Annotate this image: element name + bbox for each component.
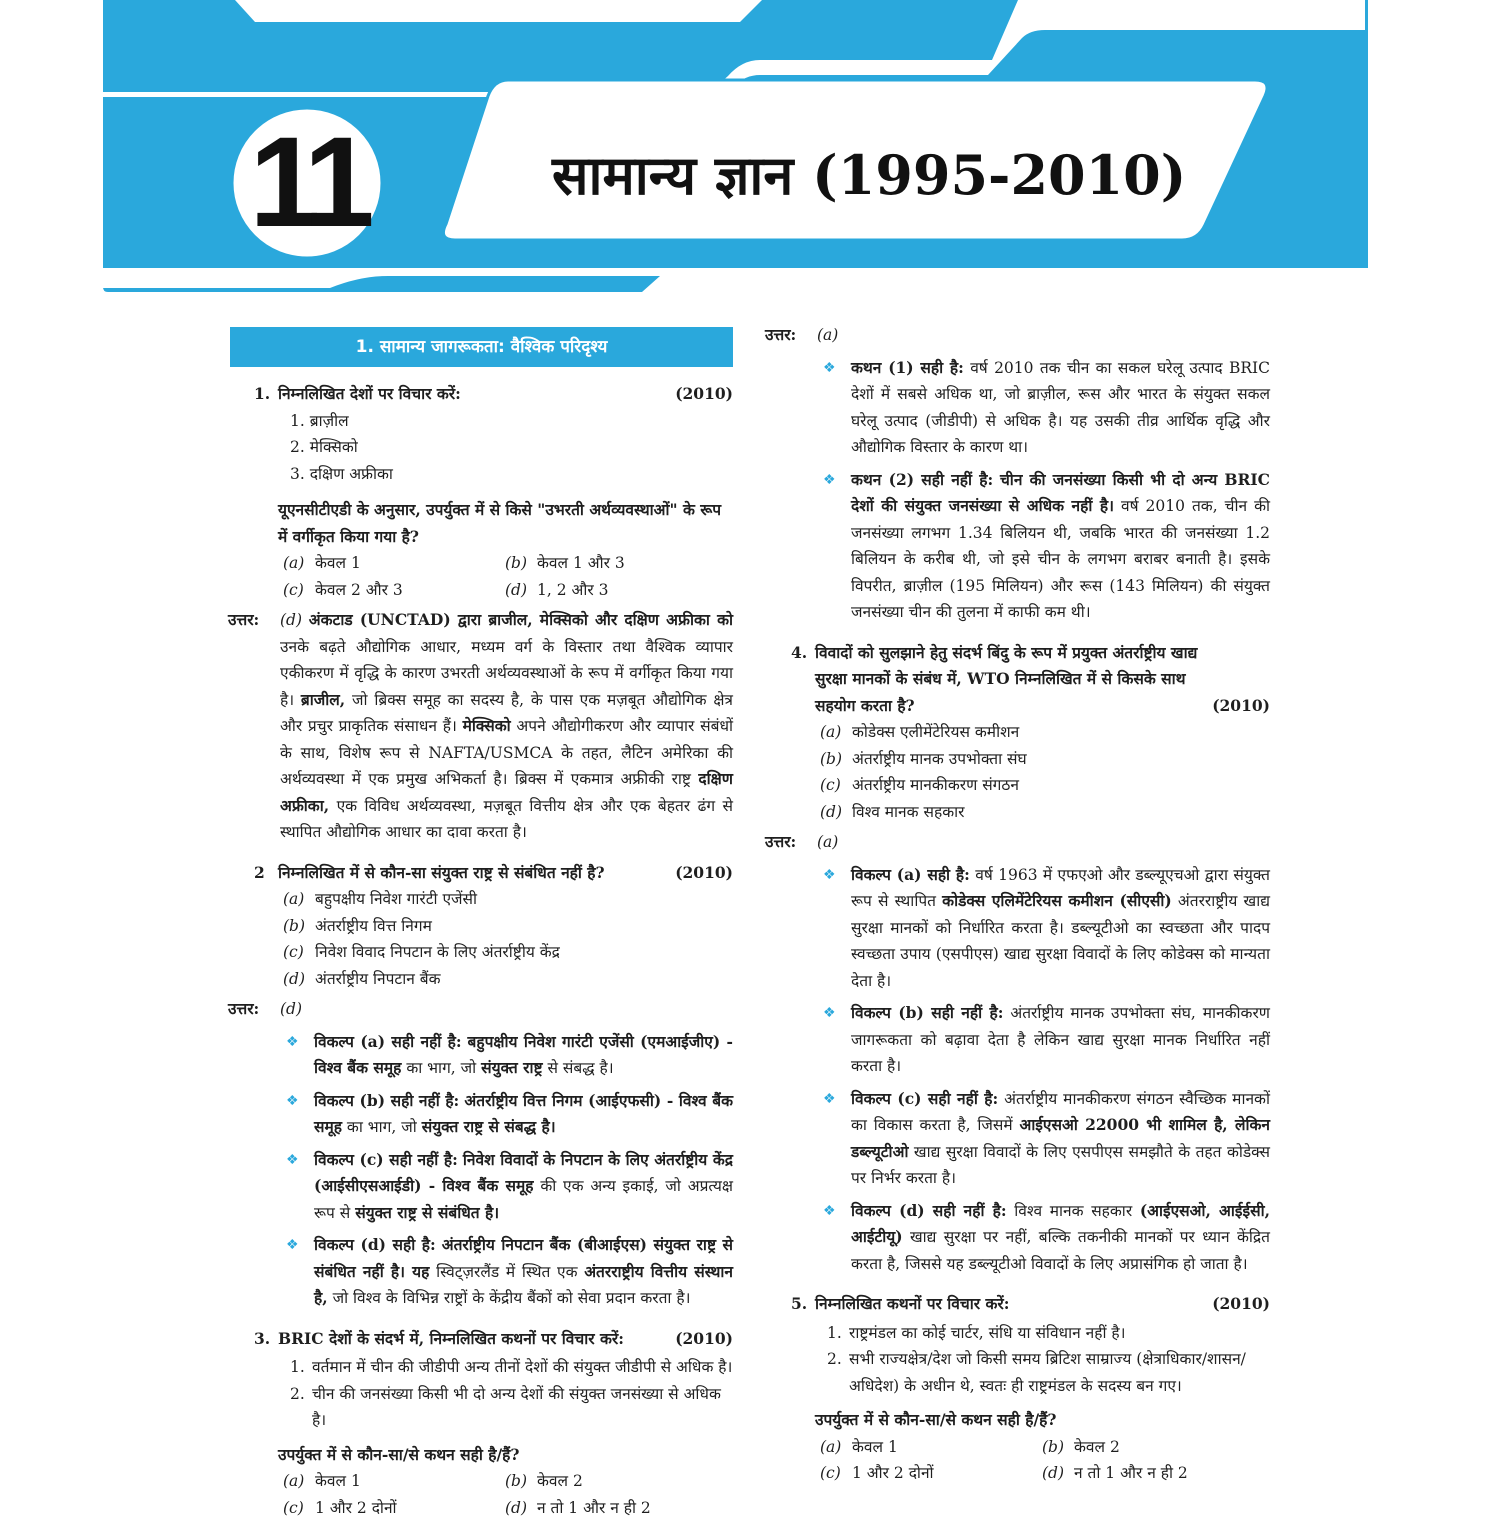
- diamond-bullet-icon: ❖: [286, 1088, 299, 1115]
- explanation-bullet: ❖ विकल्प (a) सही है: वर्ष 1963 में एफएओ और डब्ल्यूएचओ द्वारा संयुक्त रूप से स्थापित कोडेक्स एलिमेंटेरियस कमीशन (सीएसी) अंतरराष्ट्रीय खाद्य सुरक्षा मानकों को निर्धारित करता है। डब्ल्यूटीओ का स्वच्छता और पादप स्वच्छता उपाय (एसपीएस) खाद्य सुरक्षा विवादों के लिए कोडेक्स को मान्यता देता है।: [765, 862, 1270, 995]
- option-b: (b) केवल 1 और 3: [505, 550, 727, 577]
- option-a: (a) कोडेक्स एलीमेंटेरियस कमीशन: [820, 719, 1270, 746]
- question-number: 5.: [791, 1291, 807, 1318]
- question-text: BRIC देशों के संदर्भ में, निम्नलिखित कथनों पर विचार करें:: [278, 1329, 624, 1348]
- answer-label: उत्तर:: [228, 607, 259, 634]
- section-header: 1. सामान्य जागरूकता: वैश्विक परिदृश्य: [230, 327, 733, 367]
- diamond-bullet-icon: ❖: [286, 1232, 299, 1259]
- question-text: विवादों को सुलझाने हेतु संदर्भ बिंदु के रूप में प्रयुक्त अंतर्राष्ट्रीय खाद्य सुरक्षा मानकों के संबंध में, WTO निम्नलिखित में से किसके साथ सहयोग करता है?: [815, 643, 1197, 715]
- list-item: 3. दक्षिण अफ्रीका: [290, 461, 512, 488]
- diamond-bullet-icon: ❖: [823, 355, 836, 382]
- explanation-bullet: ❖ विकल्प (d) सही है: अंतर्राष्ट्रीय निपटान बैंक (बीआईएस) संयुक्त राष्ट्र से संबंधित नहीं है। यह स्विट्ज़रलैंड में स्थित एक अंतरराष्ट्रीय वित्तीय संस्थान है, जो विश्व के विभिन्न राष्ट्रों के केंद्रीय बैंकों को सेवा प्रदान करता है।: [228, 1232, 733, 1312]
- question-number: 2: [254, 860, 265, 887]
- question-5: [765, 1291, 1270, 1318]
- options: [765, 1434, 1270, 1487]
- diamond-bullet-icon: ❖: [823, 1086, 836, 1113]
- option-c: (c) केवल 2 और 3: [283, 577, 505, 604]
- chapter-title: सामान्य ज्ञान (1995-2010): [552, 135, 1186, 215]
- answer-1: उत्तर: (d) अंकटाड (UNCTAD) द्वारा ब्राजील, मेक्सिको और दक्षिण अफ्रीका को उनके बढ़ते औद्योगिक आधार, मध्यम वर्ग के विस्तार तथा वैश्विक व्यापार एकीकरण में वृद्धि के कारण उभरती अर्थव्यवस्थाओं के रूप में वर्गीकृत किया गया है। ब्राजील, जो ब्रिक्स समूह का सदस्य है, के पास एक मज़बूत औद्योगिक क्षेत्र और प्रचुर प्राकृतिक संसाधन हैं। मेक्सिको अपने औद्योगीकरण और व्यापार संबंधों के साथ, विशेष रूप से NAFTA/USMCA के तहत, लैटिन अमेरिका की अर्थव्यवस्था में एक प्रमुख अभिकर्ता है। ब्रिक्स में एकमात्र अफ्रीकी राष्ट्र दक्षिण अफ्रीका, एक विविध अर्थव्यवस्था, मज़बूत वित्तीय क्षेत्र और एक बेहतर ढंग से स्थापित औद्योगिक आधार का दावा करता है।: [228, 607, 733, 846]
- question-text: निम्नलिखित देशों पर विचार करें:: [278, 384, 461, 403]
- options: [765, 719, 1270, 825]
- diamond-bullet-icon: ❖: [286, 1029, 299, 1056]
- explanation-bullet: ❖ विकल्प (c) सही नहीं है: निवेश विवादों के निपटान के लिए अंतर्राष्ट्रीय केंद्र (आईसीएसआईडी) - विश्व बैंक समूह की एक अन्य इकाई, जो अप्रत्यक्ष रूप से संयुक्त राष्ट्र से संबंधित है।: [228, 1147, 733, 1227]
- answer-label: उत्तर:: [765, 829, 796, 856]
- option-a: (a) केवल 1: [283, 1468, 505, 1495]
- diamond-bullet-icon: ❖: [823, 1000, 836, 1027]
- question-prompt: उपर्युक्त में से कौन-सा/से कथन सही है/हैं?: [228, 1442, 733, 1469]
- answer-3: [765, 322, 1270, 349]
- list-item: 2. मेक्सिको: [290, 434, 512, 461]
- answer-4: [765, 829, 1270, 856]
- option-c: (c) 1 और 2 दोनों: [283, 1495, 505, 1521]
- explanation-bullet: ❖ विकल्प (b) सही नहीं है: अंतर्राष्ट्रीय वित्त निगम (आईएफसी) - विश्व बैंक समूह का भाग, जो संयुक्त राष्ट्र से संबद्ध है।: [228, 1088, 733, 1141]
- options: [228, 1468, 733, 1521]
- option-c: (c) अंतर्राष्ट्रीय मानकीकरण संगठन: [820, 772, 1270, 799]
- statement-list: [765, 1320, 1270, 1400]
- answer-2: [228, 996, 733, 1023]
- option-a: (a) बहुपक्षीय निवेश गारंटी एजेंसी: [283, 886, 733, 913]
- statement: 2. चीन की जनसंख्या किसी भी दो अन्य देशों की संयुक्त जनसंख्या से अधिक है।: [290, 1381, 733, 1434]
- question-number: 4.: [791, 640, 807, 667]
- explanation-bullet: ❖ विकल्प (c) सही नहीं है: अंतर्राष्ट्रीय मानकीकरण संगठन स्वैच्छिक मानकों का विकास करता है, जिसमें आईएसओ 22000 भी शामिल है, लेकिन डब्ल्यूटीओ खाद्य सुरक्षा विवादों के लिए एसपीएस समझौते के तहत कोडेक्स पर निर्भर करता है।: [765, 1086, 1270, 1192]
- question-year: (2010): [1212, 1291, 1270, 1318]
- option-d: (d) विश्व मानक सहकार: [820, 799, 1270, 826]
- question-prompt: उपर्युक्त में से कौन-सा/से कथन सही है/हैं?: [765, 1407, 1270, 1434]
- explanation-bullet: ❖ विकल्प (a) सही नहीं है: बहुपक्षीय निवेश गारंटी एजेंसी (एमआईजीए) - विश्व बैंक समूह का भाग, जो संयुक्त राष्ट्र से संबद्ध है।: [228, 1029, 733, 1082]
- question-year: (2010): [675, 381, 733, 408]
- answer-letter: (d): [280, 1000, 302, 1018]
- statement: 1. राष्ट्रमंडल का कोई चार्टर, संधि या संविधान नहीं है।: [827, 1320, 1270, 1347]
- diamond-bullet-icon: ❖: [286, 1147, 299, 1174]
- option-b: (b) केवल 2: [505, 1468, 727, 1495]
- question-1: [228, 381, 733, 408]
- option-d: (d) न तो 1 और न ही 2: [1042, 1460, 1264, 1487]
- answer-label: उत्तर:: [228, 996, 259, 1023]
- options: [228, 886, 733, 992]
- answer-letter: (d): [280, 611, 302, 629]
- option-a: (a) केवल 1: [820, 1434, 1042, 1461]
- option-d: (d) अंतर्राष्ट्रीय निपटान बैंक: [283, 966, 733, 993]
- answer-letter: (a): [817, 326, 838, 344]
- statement-list: [228, 1354, 733, 1434]
- option-d: (d) 1, 2 और 3: [505, 577, 727, 604]
- option-d: (d) न तो 1 और न ही 2: [505, 1495, 727, 1521]
- question-text: निम्नलिखित कथनों पर विचार करें:: [815, 1294, 1009, 1313]
- question-prompt: यूएनसीटीएडी के अनुसार, उपर्युक्त में से किसे "उभरती अर्थव्यवस्थाओं" के रूप में वर्गीकृत किया गया है?: [228, 497, 733, 550]
- question-4: [765, 640, 1270, 720]
- list-item: 1. ब्राज़ील: [290, 408, 512, 435]
- question-number: 1.: [254, 381, 270, 408]
- options: [228, 550, 733, 603]
- answer-letter: (a): [817, 833, 838, 851]
- question-3: [228, 1326, 733, 1353]
- diamond-bullet-icon: ❖: [823, 862, 836, 889]
- diamond-bullet-icon: ❖: [823, 467, 836, 494]
- option-c: (c) निवेश विवाद निपटान के लिए अंतर्राष्ट्रीय केंद्र: [283, 939, 733, 966]
- question-2: [228, 860, 733, 887]
- option-c: (c) 1 और 2 दोनों: [820, 1460, 1042, 1487]
- option-b: (b) अंतर्राष्ट्रीय वित्त निगम: [283, 913, 733, 940]
- chapter-number: 11: [232, 108, 382, 258]
- answer-label: उत्तर:: [765, 322, 796, 349]
- question-year: (2010): [675, 1326, 733, 1353]
- explanation-bullet: ❖ विकल्प (d) सही नहीं है: विश्व मानक सहकार (आईएसओ, आईईसी, आईटीयू) खाद्य सुरक्षा पर नहीं, बल्कि तकनीकी मानकों पर ध्यान केंद्रित करता है, जिससे यह डब्ल्यूटीओ विवादों के लिए अप्रासंगिक हो जाता है।: [765, 1198, 1270, 1278]
- option-a: (a) केवल 1: [283, 550, 505, 577]
- question-year: (2010): [1212, 693, 1270, 720]
- explanation-bullet: ❖ कथन (1) सही है: वर्ष 2010 तक चीन का सकल घरेलू उत्पाद BRIC देशों में सबसे अधिक था, जो ब्राज़ील, रूस और भारत के संयुक्त सकल घरेलू उत्पाद (जीडीपी) से अधिक है। यह उसकी तीव्र आर्थिक वृद्धि और औद्योगिक विस्तार के कारण था।: [765, 355, 1270, 461]
- option-b: (b) अंतर्राष्ट्रीय मानक उपभोक्ता संघ: [820, 746, 1270, 773]
- question-number: 3.: [254, 1326, 270, 1353]
- statement: 1. वर्तमान में चीन की जीडीपी अन्य तीनों देशों की संयुक्त जीडीपी से अधिक है।: [290, 1354, 733, 1381]
- option-b: (b) केवल 2: [1042, 1434, 1264, 1461]
- right-column: [765, 320, 1270, 1487]
- statement: 2. सभी राज्यक्षेत्र/देश जो किसी समय ब्रिटिश साम्राज्य (क्षेत्राधिकार/शासन/अधिदेश) के अधीन थे, स्वतः ही राष्ट्रमंडल के सदस्य बन गए।: [827, 1346, 1270, 1399]
- explanation-bullet: ❖ कथन (2) सही नहीं है: चीन की जनसंख्या किसी भी दो अन्य BRIC देशों की संयुक्त जनसंख्या से अधिक नहीं है। वर्ष 2010 तक, चीन की जनसंख्या लगभग 1.34 बिलियन थी, जबकि भारत की जनसंख्या 1.2 बिलियन के करीब थी, जो इसे चीन के लगभग बराबर बनाती है। इसके विपरीत, ब्राज़ील (195 मिलियन) और रूस (143 मिलियन) की संयुक्त जनसंख्या चीन की तुलना में काफी कम थी।: [765, 467, 1270, 626]
- explanation-bullet: ❖ विकल्प (b) सही नहीं है: अंतर्राष्ट्रीय मानक उपभोक्ता संघ, मानकीकरण जागरूकता को बढ़ावा देता है लेकिन खाद्य सुरक्षा मानक निर्धारित नहीं करता है।: [765, 1000, 1270, 1080]
- country-list: [228, 408, 733, 488]
- left-column: [228, 320, 733, 1521]
- question-text: निम्नलिखित में से कौन-सा संयुक्त राष्ट्र से संबंधित नहीं है?: [278, 863, 605, 882]
- question-year: (2010): [675, 860, 733, 887]
- banner-white-notch-left: [235, 0, 762, 22]
- diamond-bullet-icon: ❖: [823, 1198, 836, 1225]
